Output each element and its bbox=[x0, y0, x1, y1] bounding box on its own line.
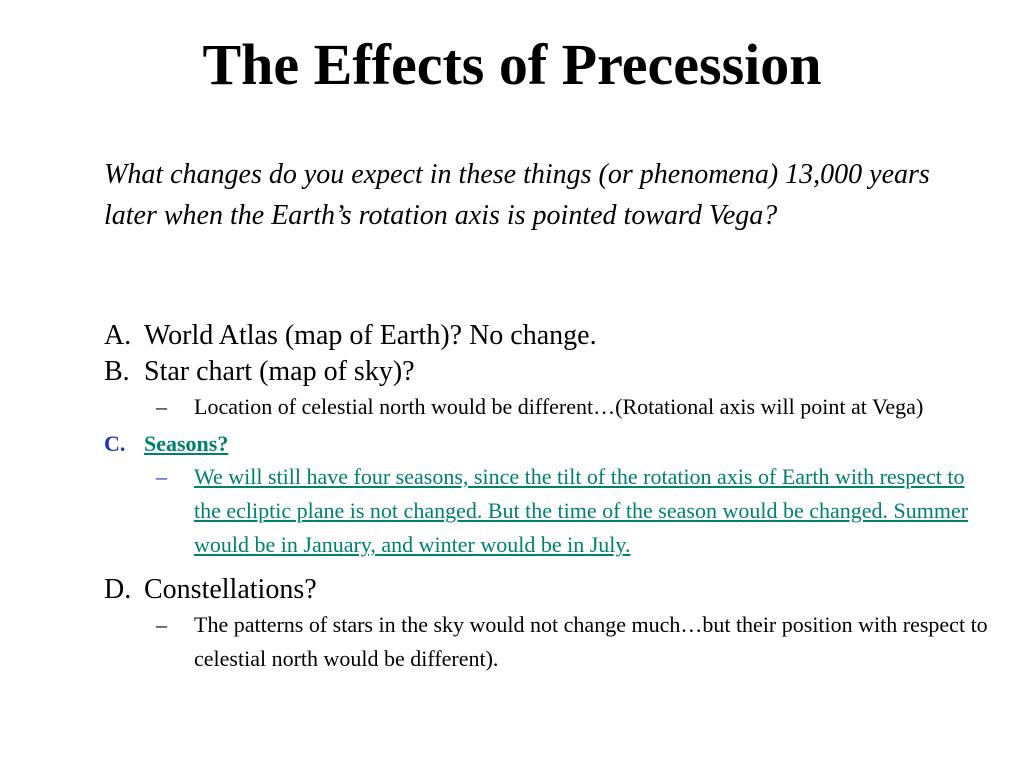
list-item-text: Star chart (map of sky)? bbox=[144, 356, 415, 387]
seasons-link[interactable]: Seasons? bbox=[144, 431, 229, 456]
list-item-text: World Atlas (map of Earth)? No change. bbox=[144, 320, 597, 351]
list-item-a bbox=[104, 318, 1004, 354]
sub-item-d bbox=[104, 608, 1004, 676]
sub-item-text: Location of celestial north would be different…(Rotational axis will point at Vega) bbox=[194, 394, 924, 419]
list-item-text: Constellations? bbox=[144, 574, 317, 605]
slide-title: The Effects of Precession bbox=[202, 32, 822, 97]
dash-bullet: – bbox=[156, 612, 167, 637]
list-item-c[interactable] bbox=[104, 424, 1004, 460]
dash-bullet: – bbox=[156, 464, 167, 489]
intro-question: What changes do you expect in these things (or phenomena) 13,000 years later when the Earth’s rotation axis is pointed toward Vega? bbox=[104, 159, 930, 231]
list-item-b bbox=[104, 354, 1004, 390]
sub-item-b bbox=[104, 390, 1004, 424]
sub-item-text: The patterns of stars in the sky would not change much…but their position with respect to celestial north would be different). bbox=[194, 612, 988, 671]
list-marker: D. bbox=[104, 574, 132, 605]
list-marker: B. bbox=[104, 356, 130, 387]
answer-list bbox=[104, 318, 1004, 676]
list-marker: A. bbox=[104, 320, 132, 351]
sub-item-c[interactable] bbox=[104, 460, 1004, 562]
dash-bullet: – bbox=[156, 394, 167, 419]
spacer bbox=[104, 562, 1004, 572]
seasons-answer-link[interactable]: We will still have four seasons, since the tilt of the rotation axis of Earth with respect to the ecliptic plane is not changed. But the time of the season would be changed. Summer would be in January, and winter would be in July. bbox=[194, 464, 969, 557]
list-marker: C. bbox=[104, 431, 126, 456]
list-item-d bbox=[104, 572, 1004, 608]
